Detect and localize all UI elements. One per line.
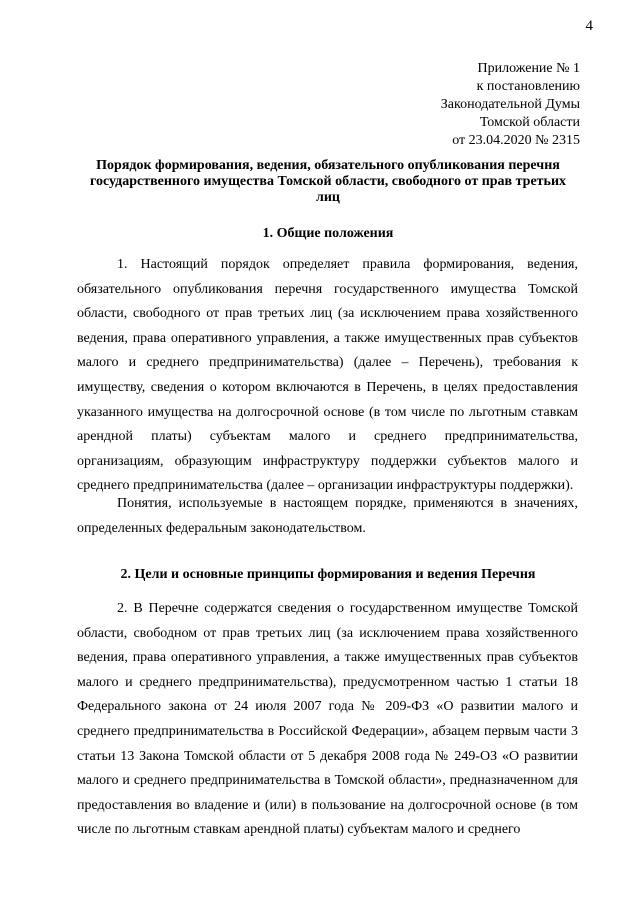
appendix-line: к постановлению bbox=[476, 79, 580, 94]
appendix-line: от 23.04.2020 № 2315 bbox=[452, 133, 580, 148]
section-heading: 1. Общие положения bbox=[262, 226, 394, 241]
paragraph: 2. В Перечне содержатся сведения о государственном имуществе Томской области, свободном от прав третьих лиц (за исключением права хозяйственного ведения, права оперативного управления, а также имущественных прав субъектов малого и среднего предпринимательства), предусмотренном частью 1 статьи 18 Федерального закона от 24 июля 2007 года № 209-ФЗ «О развитии малого и среднего предпринимательства в Российской Федерации», абзацем первым части 3 статьи 13 Закона Томской области от 5 декабря 2008 года № 249-ОЗ «О развитии малого и среднего предпринимательства в Томской области», предназначенном для предоставления во владение и (или) в пользование на долгосрочной основе (в том числе по льготным ставкам арендной платы) субъектам малого и среднего bbox=[77, 601, 578, 838]
page-number: 4 bbox=[585, 18, 593, 34]
paragraph: 1. Настоящий порядок определяет правила формирования, ведения, обязательного опубликования перечня государственного имущества Томской области, свободного от прав третьих лиц (за исключением права хозяйственного ведения, права оперативного управления, а также имущественных прав субъектов малого и среднего предпринимательства) (далее – Перечень), требования к имуществу, сведения о котором включаются в Перечень, в целях предоставления указанного имущества на долгосрочной основе (в том числе по льготным ставкам арендной платы) субъектам малого и среднего предпринимательства, организациям, образующим инфраструктуру поддержки субъектов малого и среднего предпринимательства (далее – организации инфраструктуры поддержки). bbox=[77, 257, 578, 494]
document-title: Порядок формирования, ведения, обязательного опубликования перечня государственного имущества Томской области, свободного от прав третьих лиц bbox=[89, 158, 567, 205]
appendix-line: Томской области bbox=[479, 115, 580, 130]
appendix-line: Законодательной Думы bbox=[440, 97, 580, 112]
section-heading: 2. Цели и основные принципы формирования и ведения Перечня bbox=[120, 567, 536, 582]
appendix-block bbox=[441, 60, 580, 150]
paragraph: Понятия, используемые в настоящем порядке, применяются в значениях, определенных федеральным законодательством. bbox=[77, 496, 578, 536]
appendix-line: Приложение № 1 bbox=[477, 61, 580, 76]
